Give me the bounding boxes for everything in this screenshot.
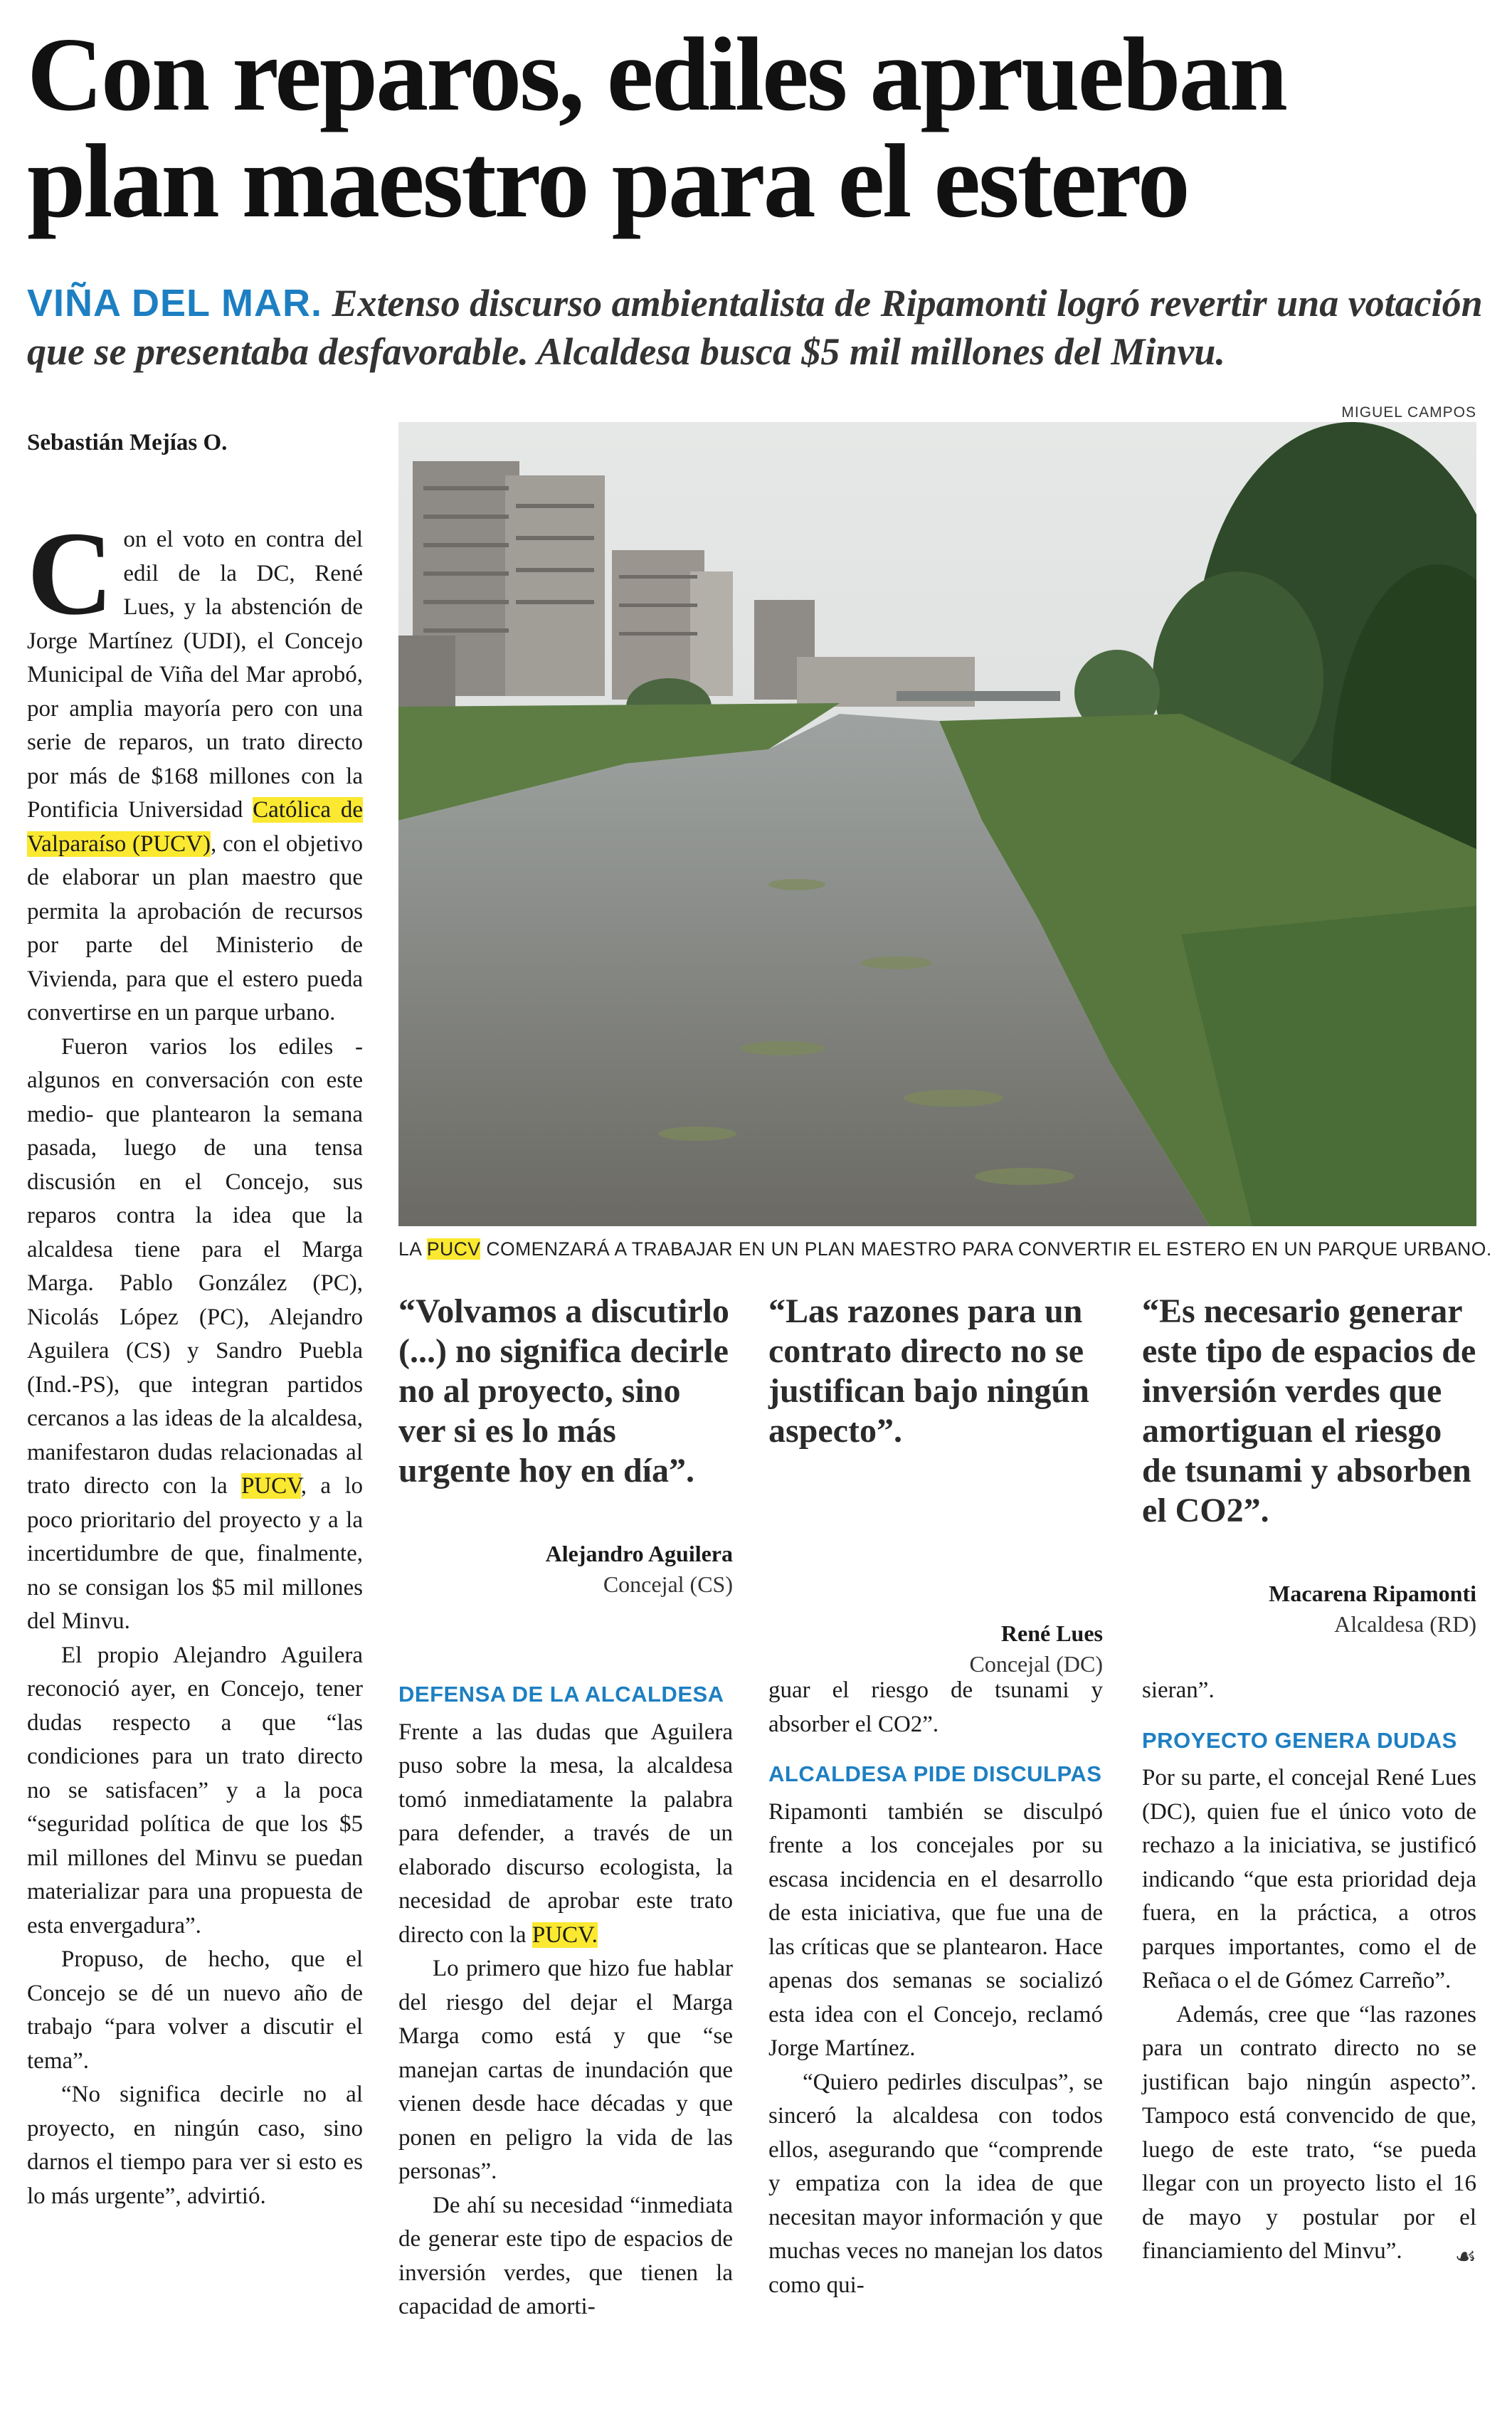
col4-paragraph-2: Además, cree que “las razones para un contrato directo no se justifican bajo ningún aspecto”. Tampoco está convencido de que, luego de este trato, “se pueda llegar con un proyecto listo el 16 de mayo y postular por el financiamiento del Minvu”. bbox=[1142, 2001, 1476, 2264]
col2-paragraph-1 bbox=[398, 1716, 733, 1953]
pull-quote-aguilera bbox=[398, 1292, 733, 1598]
col2-p1-highlight: PUCV. bbox=[532, 1922, 598, 1948]
photo-credit: MIGUEL CAMPOS bbox=[1341, 404, 1476, 421]
col1-p1-text: on el voto en contra del edil de la DC, René Lues, y la abstención de Jorge Martínez (UDI), el Concejo Municipal de Viña del Mar aprobó, por amplia mayoría pero con una serie de reparos, un trato directo por más de $168 millones con la Pontificia Universidad bbox=[27, 527, 363, 823]
quote-name: René Lues bbox=[1000, 1620, 1103, 1646]
col1-p1-text-end: , con el objetivo de elaborar un plan maestro que permita la aprobación de recursos por parte del Ministerio de Vivienda, para que el estero pueda convertirse en un parque urbano. bbox=[27, 831, 363, 1026]
quote-name: Alejandro Aguilera bbox=[545, 1541, 733, 1566]
col2-p1-text: Frente a las dudas que Aguilera puso sobre la mesa, la alcaldesa tomó inmediatamente la palabra para defender, a través de un elaborado discurso ecologista, la necesidad de aprobar este trato directo con la bbox=[398, 1719, 733, 1948]
subhead-disculpas: ALCALDESA PIDE DISCULPAS bbox=[768, 1761, 1102, 1786]
col1-paragraph-4: Propuso, de hecho, que el Concejo se dé un nuevo año de trabajo “para volver a discutir el tema”. bbox=[27, 1946, 363, 2074]
deck-text: Extenso discurso ambientalista de Ripamonti logró revertir una votación que se presentaba desfavorable. Alcaldesa busca $5 mil millones del Minvu. bbox=[27, 282, 1483, 373]
col2-paragraph-3: De ahí su necesidad “inmediata de generar este tipo de espacios de inversión verdes, que tienen la capacidad de amorti- bbox=[398, 2192, 733, 2319]
column-2 bbox=[398, 1669, 733, 2324]
quote-text: “Volvamos a discutirlo (...) no significa decirle no al proyecto, sino ver si es lo más urgente hoy en día”. bbox=[398, 1292, 729, 1490]
subhead-defensa: DEFENSA DE LA ALCALDESA bbox=[398, 1682, 724, 1707]
pull-quote-lues bbox=[768, 1292, 1103, 1677]
column-1 bbox=[27, 507, 363, 2213]
quote-role: Concejal (DC) bbox=[969, 1651, 1103, 1677]
column-3 bbox=[768, 1674, 1103, 2302]
headline: Con reparos, ediles aprueban plan maestro para el estero bbox=[27, 16, 1286, 240]
col2-paragraph-2: Lo primero que hizo fue hablar del riesgo del dejar el Marga Marga como está y que “se manejan cartas de inundación que vienen desde hace décadas y que ponen en peligro la vida de las personas”. bbox=[398, 1956, 733, 2184]
dateline-place: VIÑA DEL MAR. bbox=[27, 282, 323, 325]
col1-p2-highlight: PUCV bbox=[240, 1473, 301, 1499]
col1-paragraph-5: “No significa decirle no al proyecto, en ningún caso, sino darnos el tiempo para ver si esto es lo más urgente”, advirtió. bbox=[27, 2082, 363, 2209]
subhead-dudas: PROYECTO GENERA DUDAS bbox=[1142, 1727, 1457, 1753]
col4-paragraph-0: sieran”. bbox=[1142, 1677, 1215, 1703]
col1-p2-text: Fueron varios los ediles -algunos en conversación con este medio- que plantearon la semana pasada, luego de una tensa discusión en el Concejo, sus reparos contra la idea que la alcaldesa tiene para el Marga Marga. Pablo González (PC), Nicolás López (PC), Alejandro Aguilera (CS) y Sandro Puebla (Ind.-PS), que integran partidos cercanos a las ideas de la alcaldesa, manifestaron dudas relacionadas al trato directo con la bbox=[27, 1033, 363, 1499]
caption-pre: LA bbox=[398, 1238, 427, 1260]
col4-paragraph-1: Por su parte, el concejal René Lues (DC), quien fue el único voto de rechazo a la iniciativa, se justificó indicando “que esta prioridad deja fuera, en la práctica, a otros parques importantes, como el de Reñaca o el de Gómez Carreño”. bbox=[1142, 1765, 1476, 1993]
caption-highlight: PUCV bbox=[426, 1238, 481, 1260]
quote-role: Concejal (CS) bbox=[603, 1571, 733, 1597]
drop-cap: C bbox=[27, 507, 114, 640]
photo-caption bbox=[398, 1238, 1492, 1260]
column-4 bbox=[1142, 1674, 1476, 2274]
estero-photo bbox=[398, 422, 1476, 1226]
byline: Sebastián Mejías O. bbox=[27, 430, 228, 455]
col3-paragraph-2: “Quiero pedirles disculpas”, se sinceró la alcaldesa con todos ellos, asegurando que “comprende y empatiza con la idea de que necesitan mayor información y que muchas veces no manejan los datos como qui- bbox=[768, 2069, 1103, 2298]
col1-p2-text-end: , a lo poco prioritario del proyecto y a la incertidumbre de que, finalmente, no se consigan los $5 mil millones del Minvu. bbox=[27, 1473, 363, 1634]
quote-text: “Es necesario generar este tipo de espacios de inversión verdes que amortiguan el riesgo de tsunami y absorben el CO2”. bbox=[1142, 1292, 1476, 1529]
col3-paragraph-0: guar el riesgo de tsunami y absorber el CO2”. bbox=[768, 1677, 1103, 1737]
col1-paragraph-2 bbox=[27, 1030, 363, 1639]
col1-paragraph-3: El propio Alejandro Aguilera reconoció ayer, en Concejo, tener dudas respecto a que “las condiciones para un trato directo no se satisfacen” y a la poca “seguridad política de que los $5 mil millones del Minvu se puedan materializar para una propuesta de esta envergadura”. bbox=[27, 1642, 363, 1939]
end-mark-icon: ☙ bbox=[1454, 2243, 1476, 2270]
col3-paragraph-1: Ripamonti también se disculpó frente a los concejales por su escasa incidencia en el desarrollo de esta iniciativa, que fue una de las críticas que se plantearon. Hace apenas dos semanas se socializó esta idea con el Concejo, reclamó Jorge Martínez. bbox=[768, 1798, 1103, 2061]
caption-post: COMENZARÁ A TRABAJAR EN UN PLAN MAESTRO PARA CONVERTIR EL ESTERO EN UN PARQUE URBANO. bbox=[480, 1238, 1492, 1260]
quote-text: “Las razones para un contrato directo no se justifican bajo ningún aspecto”. bbox=[768, 1292, 1089, 1450]
estero-illustration bbox=[398, 422, 1476, 1226]
pull-quote-ripamonti bbox=[1142, 1292, 1476, 1638]
deck bbox=[27, 279, 1493, 376]
quote-name: Macarena Ripamonti bbox=[1269, 1581, 1476, 1606]
quote-role: Alcaldesa (RD) bbox=[1334, 1611, 1476, 1637]
col1-paragraph-1 bbox=[27, 507, 363, 1030]
col1-p1-highlight: Católica de Valparaíso (PUCV) bbox=[27, 797, 363, 857]
